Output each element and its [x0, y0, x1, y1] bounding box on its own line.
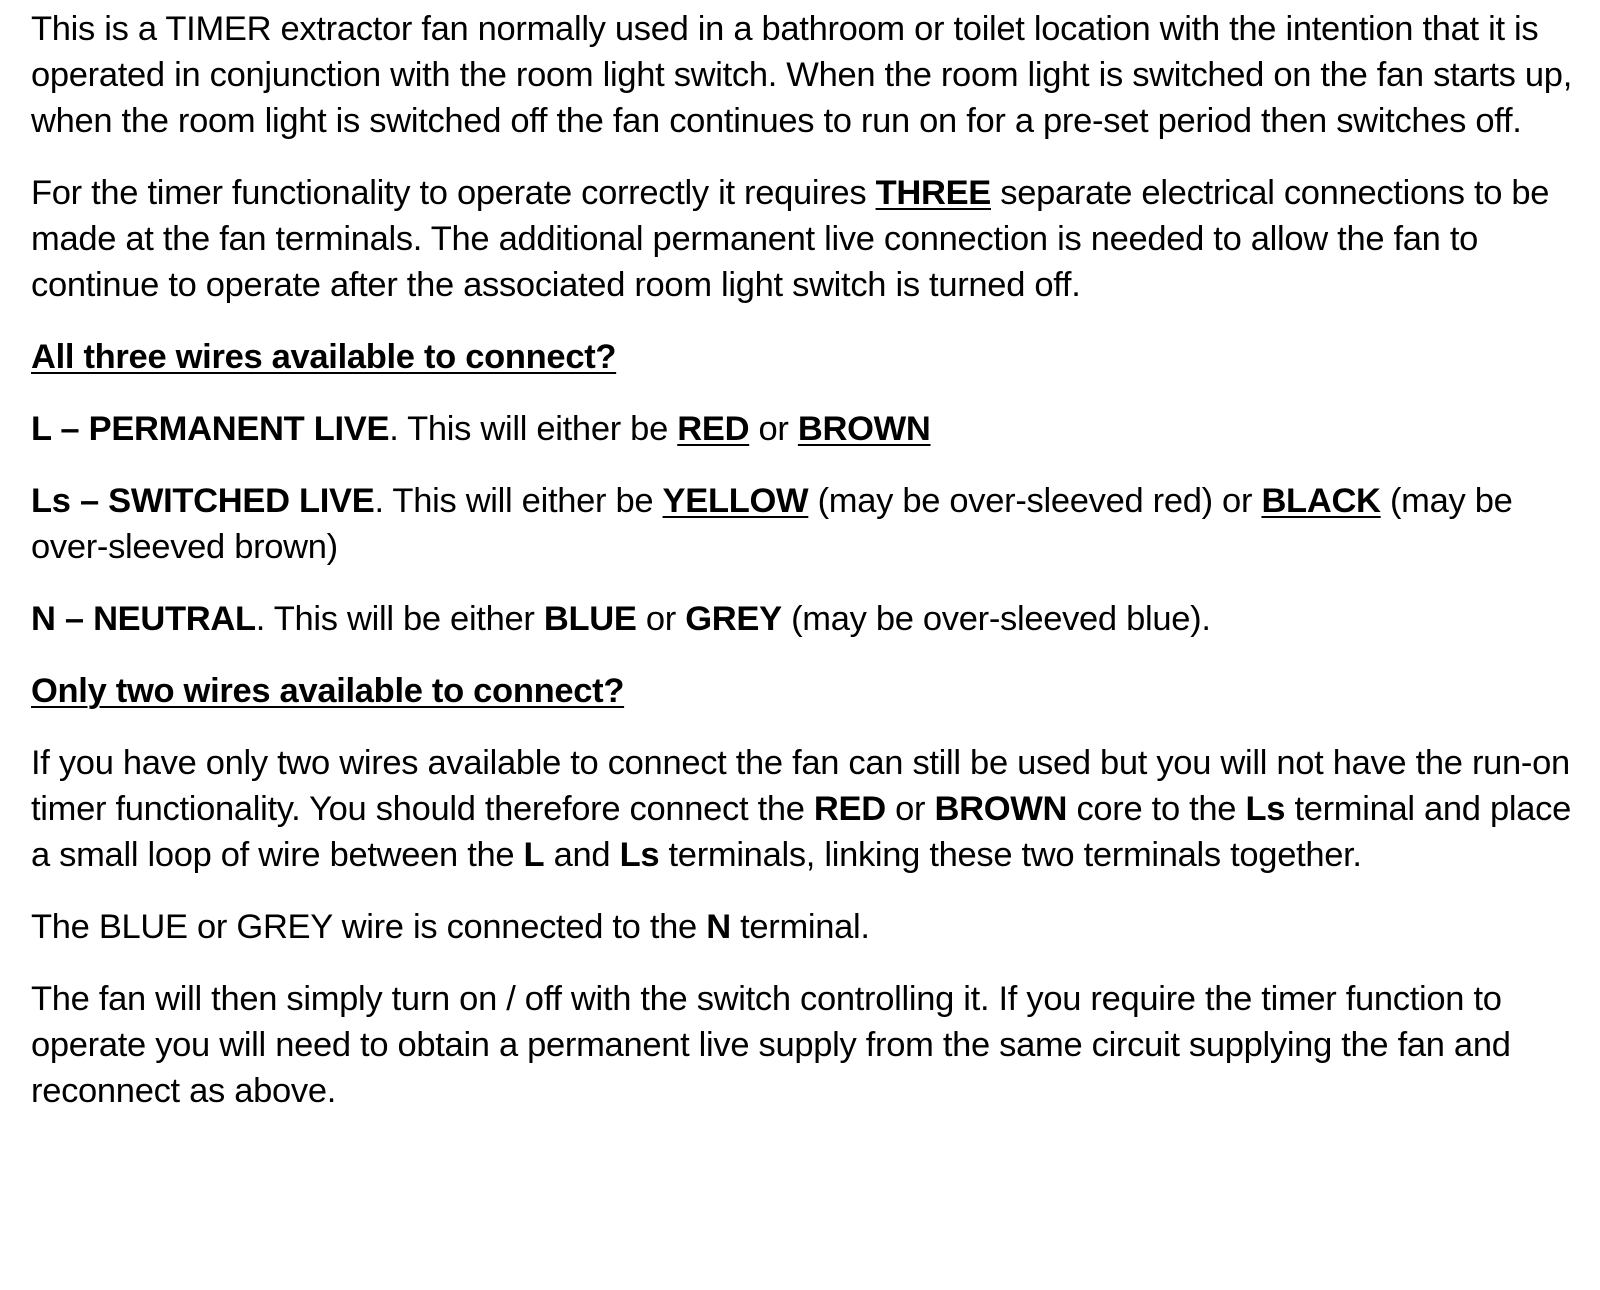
timer-requirement-paragraph: [31, 170, 1580, 308]
neutral-color-grey: GREY: [685, 600, 782, 638]
switched-live-line: [31, 478, 1580, 570]
permanent-live-text: . This will either be: [389, 410, 678, 448]
neutral-connect-text-2: terminal.: [730, 908, 870, 946]
timer-text-2: separate electrical connections to be made at the fan terminals. The additional permanent live connection is needed to allow the fan to continue to operate after the associated room light switch is turned off.: [31, 174, 1550, 304]
permanent-live-label: L – PERMANENT LIVE: [31, 410, 390, 448]
switched-live-color-black: BLACK: [1261, 482, 1381, 520]
switched-live-text-1: . This will either be: [374, 482, 663, 520]
two-wires-text-2: or: [885, 790, 935, 828]
two-wires-ls-1: Ls: [1245, 790, 1286, 828]
neutral-text-2: (may be over-sleeved blue).: [781, 600, 1211, 638]
neutral-or: or: [636, 600, 686, 638]
intro-paragraph: [31, 6, 1580, 144]
two-wires-text-1: If you have only two wires available to connect the fan can still be used but you will not have the run-on timer functionality. You should therefore connect the: [31, 744, 1570, 828]
permanent-live-color-brown: BROWN: [797, 410, 931, 448]
neutral-line: [31, 596, 1580, 642]
neutral-connect-n: N: [706, 908, 731, 946]
two-wires-brown: BROWN: [934, 790, 1068, 828]
switched-live-label: Ls – SWITCHED LIVE: [31, 482, 375, 520]
two-wires-ls-2: Ls: [619, 836, 660, 874]
permanent-live-or: or: [749, 410, 798, 448]
two-wires-text-6: terminals, linking these two terminals together.: [659, 836, 1362, 874]
closing-text: The fan will then simply turn on / off with the switch controlling it. If you require the timer function to operate you will need to obtain a permanent live supply from the same circuit supplying the fan and reconnect as above.: [31, 980, 1511, 1110]
three-emphasis: THREE: [875, 174, 991, 212]
neutral-color-blue: BLUE: [543, 600, 637, 638]
two-wires-paragraph-2: [31, 904, 1580, 950]
neutral-connect-text-1: The BLUE or GREY wire is connected to the: [31, 908, 707, 946]
switched-live-text-3: (may be over-sleeved brown): [31, 482, 1513, 566]
timer-text-1: For the timer functionality to operate correctly it requires: [31, 174, 876, 212]
neutral-text-1: . This will be either: [255, 600, 544, 638]
two-wires-l: L: [523, 836, 545, 874]
permanent-live-line: [31, 406, 1580, 452]
switched-live-color-yellow: YELLOW: [662, 482, 809, 520]
three-wires-heading: All three wires available to connect?: [31, 338, 617, 376]
switched-live-text-2: (may be over-sleeved red) or: [808, 482, 1262, 520]
two-wires-text-4: terminal and place a small loop of wire between the: [31, 790, 1571, 874]
two-wires-text-5: and: [544, 836, 620, 874]
neutral-label: N – NEUTRAL: [31, 600, 256, 638]
two-wires-red: RED: [813, 790, 886, 828]
intro-text: This is a TIMER extractor fan normally used in a bathroom or toilet location with the intention that it is operated in conjunction with the room light switch. When the room light is switched on the fan starts up, when the room light is switched off the fan continues to run on for a pre-set period then switches off.: [31, 10, 1572, 140]
permanent-live-color-red: RED: [677, 410, 750, 448]
two-wires-text-3: core to the: [1067, 790, 1246, 828]
two-wires-heading: Only two wires available to connect?: [31, 672, 625, 710]
two-wires-paragraph-1: [31, 740, 1580, 878]
two-wires-paragraph-3: [31, 976, 1580, 1114]
